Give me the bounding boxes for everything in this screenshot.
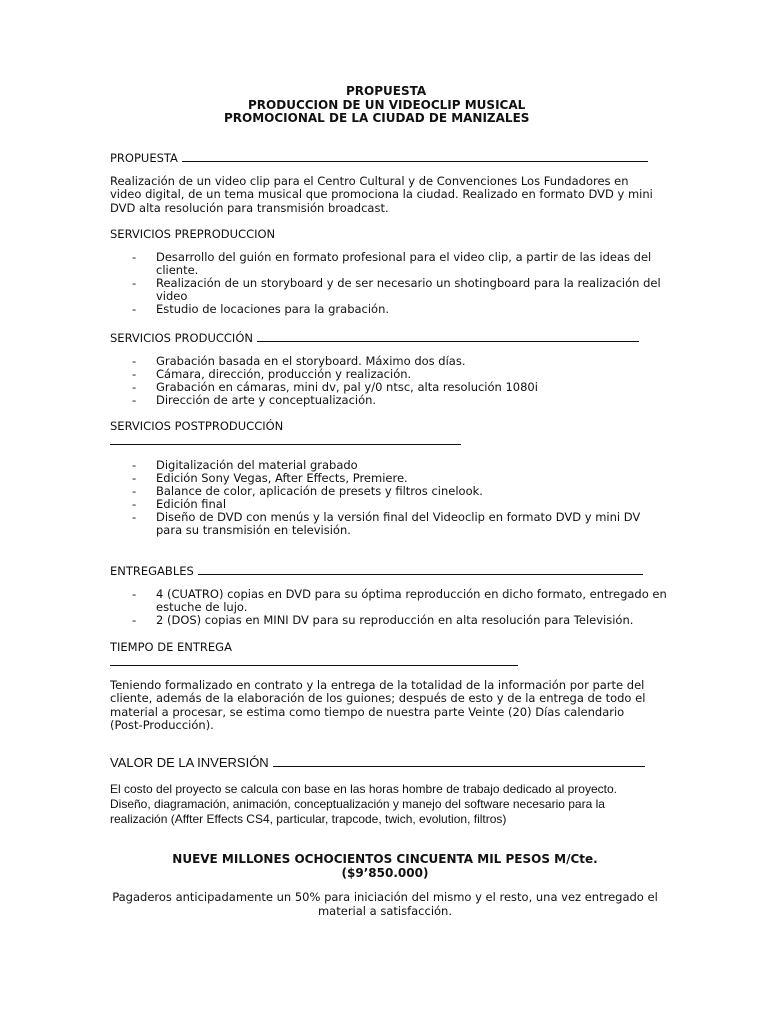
amount-block [110,852,660,880]
heading-rule [110,665,518,666]
preproduccion-list [132,251,668,316]
heading-text: SERVICIOS PRODUCCIÓN [110,331,253,345]
list-item: - Grabación basada en el storyboard. Máximo dos días. [132,355,668,368]
inversion-paragraph: El costo del proyecto se calcula con base en las horas hombre de trabajo dedicado al proyecto. Diseño, diagramación, animación, conceptualización y manejo del software necesario para la realización (Affter Effects CS4, particular, trapcode, twich, evolution, filtros) [110,782,617,826]
heading-rule [273,755,645,767]
list-item: - 2 (DOS) copias en MINI DV para su reproducción en alta resolución para Televisión. [132,614,668,627]
doc-title: PROPUESTA [346,84,427,98]
doc-subtitle-1: PRODUCCION DE UN VIDEOCLIP MUSICAL [248,98,526,112]
heading-rule [182,150,648,162]
list-item: - Estudio de locaciones para la grabación. [132,303,668,316]
list-item: - Edición final [132,498,668,511]
entregables-list [132,588,668,627]
section-heading-tiempo: TIEMPO DE ENTREGA [110,640,232,654]
list-item: - Desarrollo del guión en formato profesional para el video clip, a partir de las ideas del cliente. [132,251,668,277]
section-heading-propuesta [110,150,648,165]
amount-number: ($9’850.000) [341,866,429,880]
list-item: - Cámara, dirección, producción y realización. [132,368,668,381]
section-heading-preproduccion: SERVICIOS PREPRODUCCION [110,227,276,241]
list-item: - Diseño de DVD con menús y la versión final del Videoclip en formato DVD y mini DV para su transmisión en televisión. [132,511,668,537]
list-item: - Edición Sony Vegas, After Effects, Premiere. [132,472,668,485]
produccion-list [132,355,668,407]
section-heading-inversion [110,755,645,770]
tiempo-paragraph: Teniendo formalizado en contrato y la entrega de la totalidad de la información por parte del cliente, además de la elaboración de los guiones; después de esto y de la entrega de todo el material a procesar, se estima como tiempo de nuestra parte Veinte (20) Días calendario (Post-Producción). [110,678,646,732]
heading-rule [110,444,461,445]
section-heading-entregables [110,563,643,578]
heading-text: PROPUESTA [110,151,178,165]
propuesta-paragraph: Realización de un video clip para el Centro Cultural y de Convenciones Los Fundadores en video digital, de un tema musical que promociona la ciudad. Realizado en formato DVD y mini DVD alta resolución para transmisión broadcast. [110,174,653,215]
payment-terms: Pagaderos anticipadamente un 50% para iniciación del mismo y el resto, una vez entregado el material a satisfacción. [112,890,658,918]
list-item: - Digitalización del material grabado [132,459,668,472]
heading-rule [198,563,643,575]
doc-subtitle-2: PROMOCIONAL DE LA CIUDAD DE MANIZALES [224,111,530,125]
list-item: - Balance de color, aplicación de presets y filtros cinelook. [132,485,668,498]
list-item: - Grabación en cámaras, mini dv, pal y/0 ntsc, alta resolución 1080i [132,381,668,394]
amount-words: NUEVE MILLONES OCHOCIENTOS CINCUENTA MIL PESOS M/Cte. [172,852,598,866]
section-heading-postproduccion: SERVICIOS POSTPRODUCCIÓN [110,419,284,433]
heading-rule [257,330,639,342]
section-heading-produccion [110,330,639,345]
list-item: - 4 (CUATRO) copias en DVD para su óptima reproducción en dicho formato, entregado en estuche de lujo. [132,588,668,614]
list-item: - Dirección de arte y conceptualización. [132,394,668,407]
list-item: - Realización de un storyboard y de ser necesario un shotingboard para la realización del video [132,277,668,303]
heading-text: VALOR DE LA INVERSIÓN [110,755,269,770]
postproduccion-list [132,459,668,537]
heading-text: ENTREGABLES [110,564,194,578]
